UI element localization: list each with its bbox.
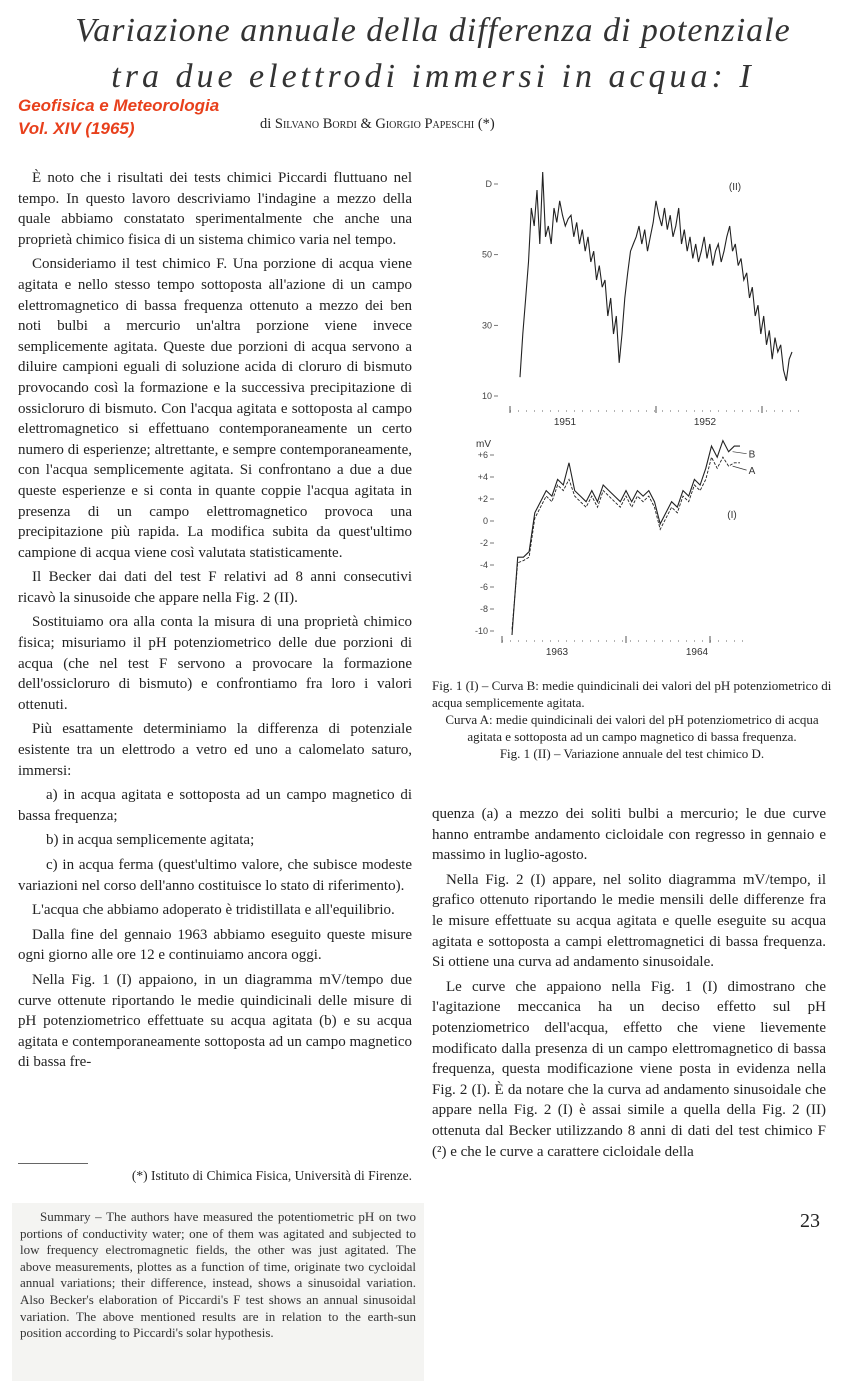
caption-line-3: Fig. 1 (II) – Variazione annuale del test chimico D. (499, 746, 765, 761)
authors-names: Silvano Bordi & Giorgio Papeschi (*) (274, 116, 495, 132)
paragraph: È noto che i risultati dei tests chimici Piccardi fluttuano nel tempo. In questo lavoro descriviamo l'indagine a mezzo della quale abbiamo constatato sperimentalmente che anche una proprietà chimico fisica di un sistema chimico varia nel tempo. (18, 170, 412, 248)
footnote-rule (18, 1163, 88, 1164)
figure-panel-ii (482, 172, 800, 428)
y-tick-label: -6 (479, 582, 488, 592)
y-axis-label: mV (476, 439, 491, 450)
x-tick-label: 1951 (553, 417, 577, 428)
y-tick-label: 30 (481, 320, 492, 331)
y-tick-label: +4 (477, 472, 488, 482)
paragraph: Le curve che appaiono nella Fig. 1 (I) dimostrano che l'agitazione meccanica ha un deciso effetto sul pH potenziometrico dell'acqua, effetto che viene lievemente modificato dalla presenza di un campo elettromagnetico di bassa frequenza, questa modificazione viene posta in evidenza nella Fig. 2 (I). È da notare che la curva ad andamento sinusoidale che appare nella Fig. 2 (I) è assai simile a quella della Fig. 2 (II) ottenuta dal Becker utilizzando 8 anni di dati del test chimico F (²) e che le curve a carattere cicloidale della (432, 978, 826, 1160)
list-item: b) in acqua semplicemente agitata; (46, 832, 255, 849)
y-tick-label: 0 (482, 516, 488, 526)
paragraph: Sostituiamo ora alla conta la misura di una proprietà chimico fisica; misuriamo il pH potenziometrico delle due porzioni di acqua (che nel test F servono a provocare la formazione dell'ossicloruro di bismuto) e confrontiamo fra loro i valori ottenuti. (18, 614, 412, 713)
y-tick-label: -4 (479, 560, 488, 570)
journal-name: Geofisica e Meteorologia (18, 96, 220, 115)
left-column (18, 168, 412, 1077)
y-tick-label: 50 (481, 249, 492, 260)
footnote: (*) Istituto di Chimica Fisica, Università di Firenze. (131, 1168, 412, 1183)
panel-label: (II) (728, 182, 742, 193)
paragraph: Il Becker dai dati del test F relativi ad 8 anni consecutivi ricavò la sinusoide che appare nella Fig. 2 (II). (18, 569, 412, 606)
summary-box (12, 1203, 424, 1381)
y-tick-label: +2 (477, 494, 488, 504)
x-tick-label: 1952 (693, 417, 717, 428)
right-column (432, 804, 826, 1166)
paragraph: Dalla fine del gennaio 1963 abbiamo eseguito queste misure ogni giorno alle ore 12 e continuiamo ancora oggi. (18, 926, 412, 964)
paragraph: Nella Fig. 2 (I) appare, nel solito diagramma mV/tempo, il grafico ottenuto riportando le medie mensili delle differenze fra le misure effettuate su acqua agitata e quelle eseguite su acqua agitata e sottoposta a campi elettromagnetici di bassa frequenza. Si ottiene una curva ad andamento sinusoidale. (432, 871, 826, 971)
figure-1 (440, 160, 810, 670)
journal-volume: Vol. XIV (1965) (18, 119, 135, 138)
page-number: 23 (800, 1210, 820, 1232)
series-label-b: B (748, 449, 756, 461)
list-item: a) in acqua agitata e sottoposta ad un campo magnetico di bassa frequenza; (18, 787, 412, 824)
figure-caption (432, 677, 832, 762)
authors-line (260, 116, 495, 133)
panel-label: (I) (727, 510, 737, 521)
series-label-a: A (748, 466, 756, 478)
list-item: c) in acqua ferma (quest'ultimo valore, che subisce modeste variazioni nel corso dell'anno costituisce lo stato di riferimento). (18, 857, 412, 894)
x-tick-label: 1963 (545, 647, 569, 658)
authors-prefix: di (260, 116, 272, 132)
legend-leader (733, 452, 747, 454)
y-tick-label: -2 (479, 538, 488, 548)
paragraph: quenza (a) a mezzo dei soliti bulbi a mercurio; le due curve hanno entrambe andamento cicloidale con regresso in gennaio e massimo in luglio-agosto. (432, 806, 826, 864)
x-tick-label: 1964 (685, 647, 709, 658)
paper-title-line-2: tra due elettrodi immersi in acqua: I (111, 58, 755, 95)
y-tick-label: -8 (479, 604, 488, 614)
series-line-b (512, 441, 740, 635)
series-line-a (512, 457, 740, 629)
paragraph: Nella Fig. 1 (I) appaiono, in un diagramma mV/tempo due curve ottenute riportando le medie quindicinali delle misure di pH potenziometrico effettuate su acqua agitata (b) e su acqua agitata e contemporaneamente sottoposta ad un campo magnetico di bassa fre- (18, 971, 412, 1071)
y-tick-label: D (485, 179, 492, 189)
figure-panel-i (475, 439, 756, 658)
paper-title-line-1: Variazione annuale della differenza di potenziale (75, 12, 791, 49)
y-tick-label: +6 (477, 450, 488, 460)
paragraph: Più esattamente determiniamo la differenza di potenziale esistente tra un elettrodo a vetro ed uno a calomelato saturo, immersi: (18, 721, 412, 779)
y-tick-label: -10 (474, 626, 488, 636)
series-line-0 (520, 172, 792, 381)
legend-leader (733, 466, 747, 470)
caption-line-2: Curva A: medie quindicinali dei valori del pH potenziometrico di acqua agitata e sottoposta ad un campo magnetico di bassa frequenza. (445, 712, 819, 744)
paragraph: Consideriamo il test chimico F. Una porzione di acqua viene agitata e nello stesso tempo sottoposta all'azione di un campo elettromagnetico di bassa frequenza ottenuto a mezzo dei ben noti bulbi a mercurio un'altra porzione viene invece semplicemente agitata. Queste due porzioni di acqua servono a diluire campioni eguali di soluzione acida di cloruro di bismuto provocando così la formazione e la successiva precipitazione di ossicloruro di bismuto. Con l'acqua agitata e sottoposta al campo elettromagnetico si effettuano contemporaneamente un certo numero di esperienze; altrettante, e sempre contemporaneamente, con l'acqua semplicemente agitata. Si confrontano a due a due queste esperienze e si conta in quante coppie l'acqua agitata in presenza di un campo elettromagnetico provoca una precipitazione più rapida. La modifica subita da quest'ultimo campione di acqua viene così valutata statisticamente. (18, 256, 412, 561)
y-tick-label: 10 (481, 391, 492, 401)
paragraph: L'acqua che abbiamo adoperato è tridistillata e all'equilibrio. (32, 902, 395, 919)
caption-line-1: Fig. 1 (I) – Curva B: medie quindicinali dei valori del pH potenziometrico di acqua semplicemente agitata. (432, 678, 832, 710)
summary-text: Summary – The authors have measured the potentiometric pH on two portions of conductivity water; one of them was agitated and subjected to low frequency electromagnetic fields, the other was just agitated. The above measurements, plottes as a function of time, originate two cycloidal annual variations; their difference, instead, shows a sinusoidal variation. Also Becker's elaboration of Piccardi's F test shows an annual sinusoidal variation. The above mentioned results are in relation to the earth-sun position according to Piccardi's solar hypothesis. (20, 1209, 416, 1341)
